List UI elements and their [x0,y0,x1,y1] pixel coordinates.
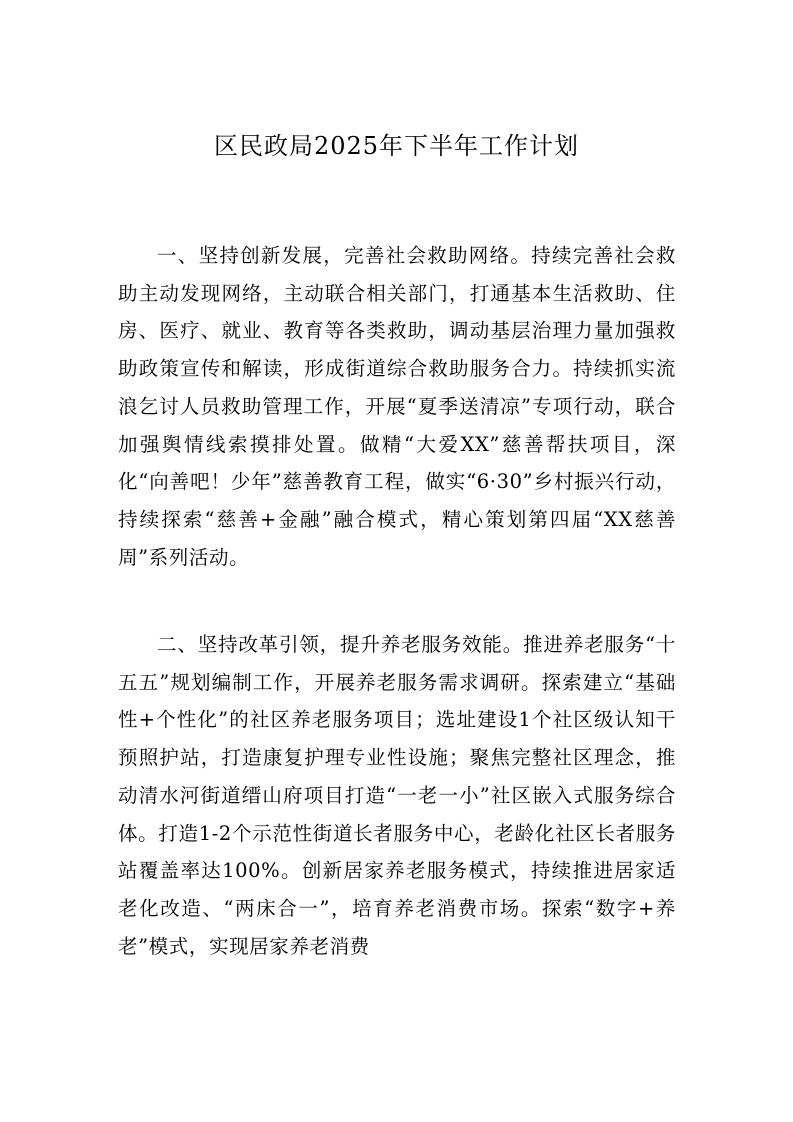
paragraph-elderly-care: 二、坚持改革引领，提升养老服务效能。推进养老服务“十五五”规划编制工作，开展养老服务需求调研。探索建立“基础性+个性化”的社区养老服务项目；选址建设1个社区级认知干预照护站，打造康复护理专业性设施；聚焦完整社区理念，推动清水河街道缙山府项目打造“一老一小”社区嵌入式服务综合体。打造1-2个示范性街道长者服务中心，老龄化社区长者服务站覆盖率达100%。创新居家养老服务模式，持续推进居家适老化改造、“两床合一”，培育养老消费市场。探索“数字+养老”模式，实现居家养老消费 [118,633,676,958]
paragraph-social-assistance: 一、坚持创新发展，完善社会救助网络。持续完善社会救助主动发现网络，主动联合相关部门，打通基本生活救助、住房、医疗、就业、教育等各类救助，调动基层治理力量加强救助政策宣传和解读，形成街道综合救助服务合力。持续抓实流浪乞讨人员救助管理工作，开展“夏季送清凉”专项行动，联合加强舆情线索摸排处置。做精“大爱XX”慈善帮扶项目，深化“向善吧！少年”慈善教育工程，做实“6·30”乡村振兴行动，持续探索“慈善+金融”融合模式，精心策划第四届“XX慈善周”系列活动。 [118,244,676,569]
page-title: 区民政局2025年下半年工作计划 [213,132,580,160]
